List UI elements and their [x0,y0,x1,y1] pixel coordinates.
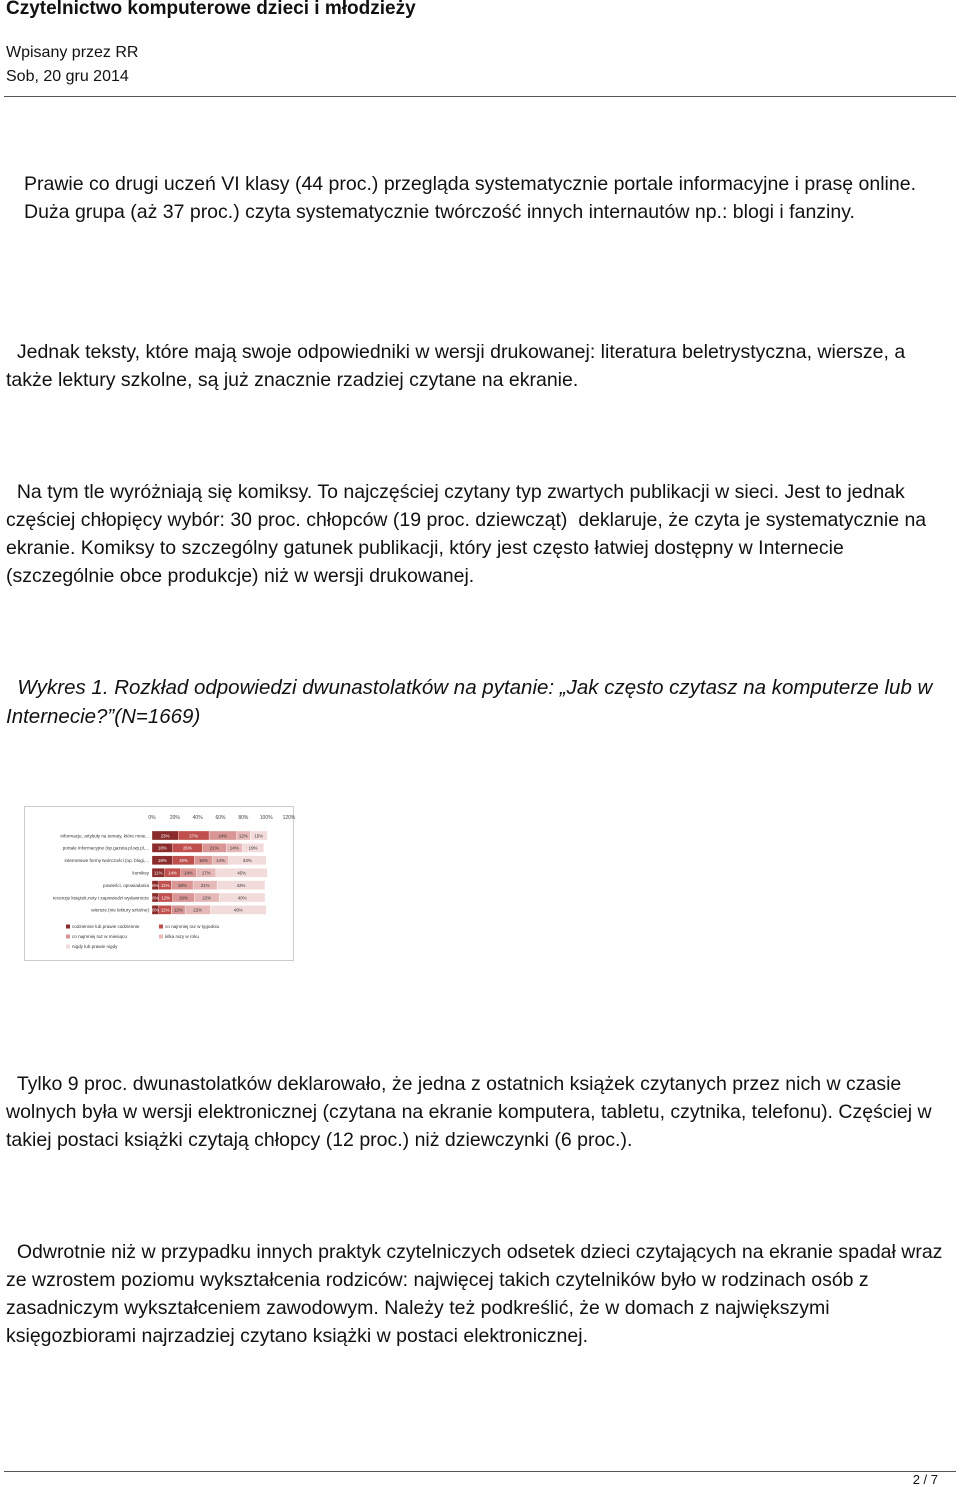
x-tick-label: 120% [282,815,296,821]
legend-label: nigdy lub prawie nigdy [72,944,118,949]
data-label: 12% [238,833,248,839]
document-title: Czytelnictwo komputerowe dzieci i młodzieży [6,0,416,19]
data-label: 14% [168,870,177,876]
category-label: portale informacyjne (np.gazeta.pl,wp.pl,... [62,845,149,851]
category-label: komiksy [132,870,149,876]
data-label: 14% [229,845,239,851]
data-label: 17% [201,870,211,876]
header-divider [4,96,956,97]
data-label: 19% [178,858,188,864]
category-label: wiersze (nie lektury szkolne) [91,907,149,913]
data-label: 18% [157,845,167,851]
data-label: 22% [193,907,203,913]
paragraph-2: Jednak teksty, które mają swoje odpowiedniki w wersji drukowanej: literatura beletrystyczna, wiersze, a także lektury szkolne, są już znacznie rzadziej czytane na ekranie. [6,341,911,391]
data-label: 23% [160,833,170,839]
author-line: Wpisany przez RR [6,44,139,61]
legend-swatch [66,925,70,929]
data-label: 21% [200,882,210,888]
data-label: 21% [209,845,219,851]
data-label: 42% [236,882,246,888]
data-label: 26% [182,845,192,851]
chart-svg [25,807,296,960]
data-label: 14% [184,870,193,876]
data-label: 6% [152,907,159,913]
data-label: 22% [202,895,212,901]
data-label: 19% [178,895,188,901]
data-label: 12% [173,907,183,913]
page-number: 2 / 7 [912,1472,938,1487]
data-label: 19% [248,845,258,851]
paragraph-4: Tylko 9 proc. dwunastolatków deklarowało, że jedna z ostatnich książek czytanych przez nich w czasie wolnych była w wersji elektronicznej (czytana na ekranie komputera, tabletu, czytnika, telefonu). Częściej w takiej postaci książki czytają chłopcy (12 proc.) niż dziewczynki (6 proc.). [6,1073,938,1151]
paragraph-3: Na tym tle wyróżniają się komiksy. To najczęściej czytany typ zwartych publikacji w sieci. Jest to jednak częściej chłopięcy wybór: 30 proc. chłopców (19 proc. dziewcząt) deklaruje, że czyta je systematycznie na ekranie. Komiksy to szczególny gatunek publikacji, który jest często łatwiej dostępny w Internecie (szczególnie obce produkcje) niż w wersji drukowanej. [6,481,932,587]
data-label: 11% [160,882,170,888]
category-label: informacje, artykuły na tematy, które mnie... [60,833,149,839]
category-label: powieści, opowiadania [103,882,149,888]
legend-swatch [66,945,70,949]
category-label: recenzje książek,noty i zapowiedzi wydawnicze [52,895,149,901]
legend-label: codziennie lub prawie codziennie [72,924,140,929]
footer-divider [4,1471,956,1472]
legend-label: co najmniej raz w tygodniu [165,924,220,929]
data-label: 33% [242,858,252,864]
x-tick-label: 40% [192,815,203,821]
data-label: 19% [177,882,187,888]
data-label: 45% [237,870,247,876]
x-tick-label: 100% [259,815,273,821]
data-label: 11% [154,870,163,876]
x-tick-label: 60% [215,815,226,821]
x-tick-label: 20% [169,815,180,821]
data-label: 15% [254,833,264,839]
data-label: 49% [233,907,243,913]
data-label: 6% [152,882,159,888]
paragraph-1: Prawie co drugi uczeń VI klasy (44 proc.) przegląda systematycznie portale informacyjne i prasę online. Duża grupa (aż 37 proc.) czyta systematycznie twórczość innych internautów np.: blogi i fanziny. [24,173,917,223]
x-tick-label: 0% [148,815,156,821]
data-label: 11% [160,907,170,913]
data-label: 40% [237,895,247,901]
legend-label: co najmniej raz w miesiącu [72,934,127,939]
legend-swatch [159,935,163,939]
legend-label: kilka razy w roku [165,934,199,939]
data-label: 18% [157,858,167,864]
x-tick-label: 80% [238,815,249,821]
figure-caption: Wykres 1. Rozkład odpowiedzi dwunastolatków na pytanie: „Jak często czytasz na komputerze lub w Internecie?”(N=1669) [6,676,939,728]
legend-swatch [66,935,70,939]
legend-swatch [159,925,163,929]
paragraph-5: Odwrotnie niż w przypadku innych praktyk czytelniczych odsetek dzieci czytających na ekranie spadał wraz ze wzrostem poziomu wykształcenia rodziców: najwięcej takich czytelników było w rodzinach osób z zasadniczym wykształceniem zawodowym. Należy też podkreślić, że w domach z największymi księgozbiorami najrzadziej czytano książki w postaci elektronicznej. [6,1241,948,1347]
data-label: 14% [216,858,225,864]
data-label: 27% [189,833,199,839]
data-label: 16% [198,858,208,864]
stacked-bar-chart [24,806,294,961]
data-label: 6% [152,895,159,901]
category-label: internetowe formy twórczości (np. blogi,... [64,858,149,864]
data-label: 24% [218,833,228,839]
data-label: 12% [161,895,171,901]
date-line: Sob, 20 gru 2014 [6,68,129,85]
